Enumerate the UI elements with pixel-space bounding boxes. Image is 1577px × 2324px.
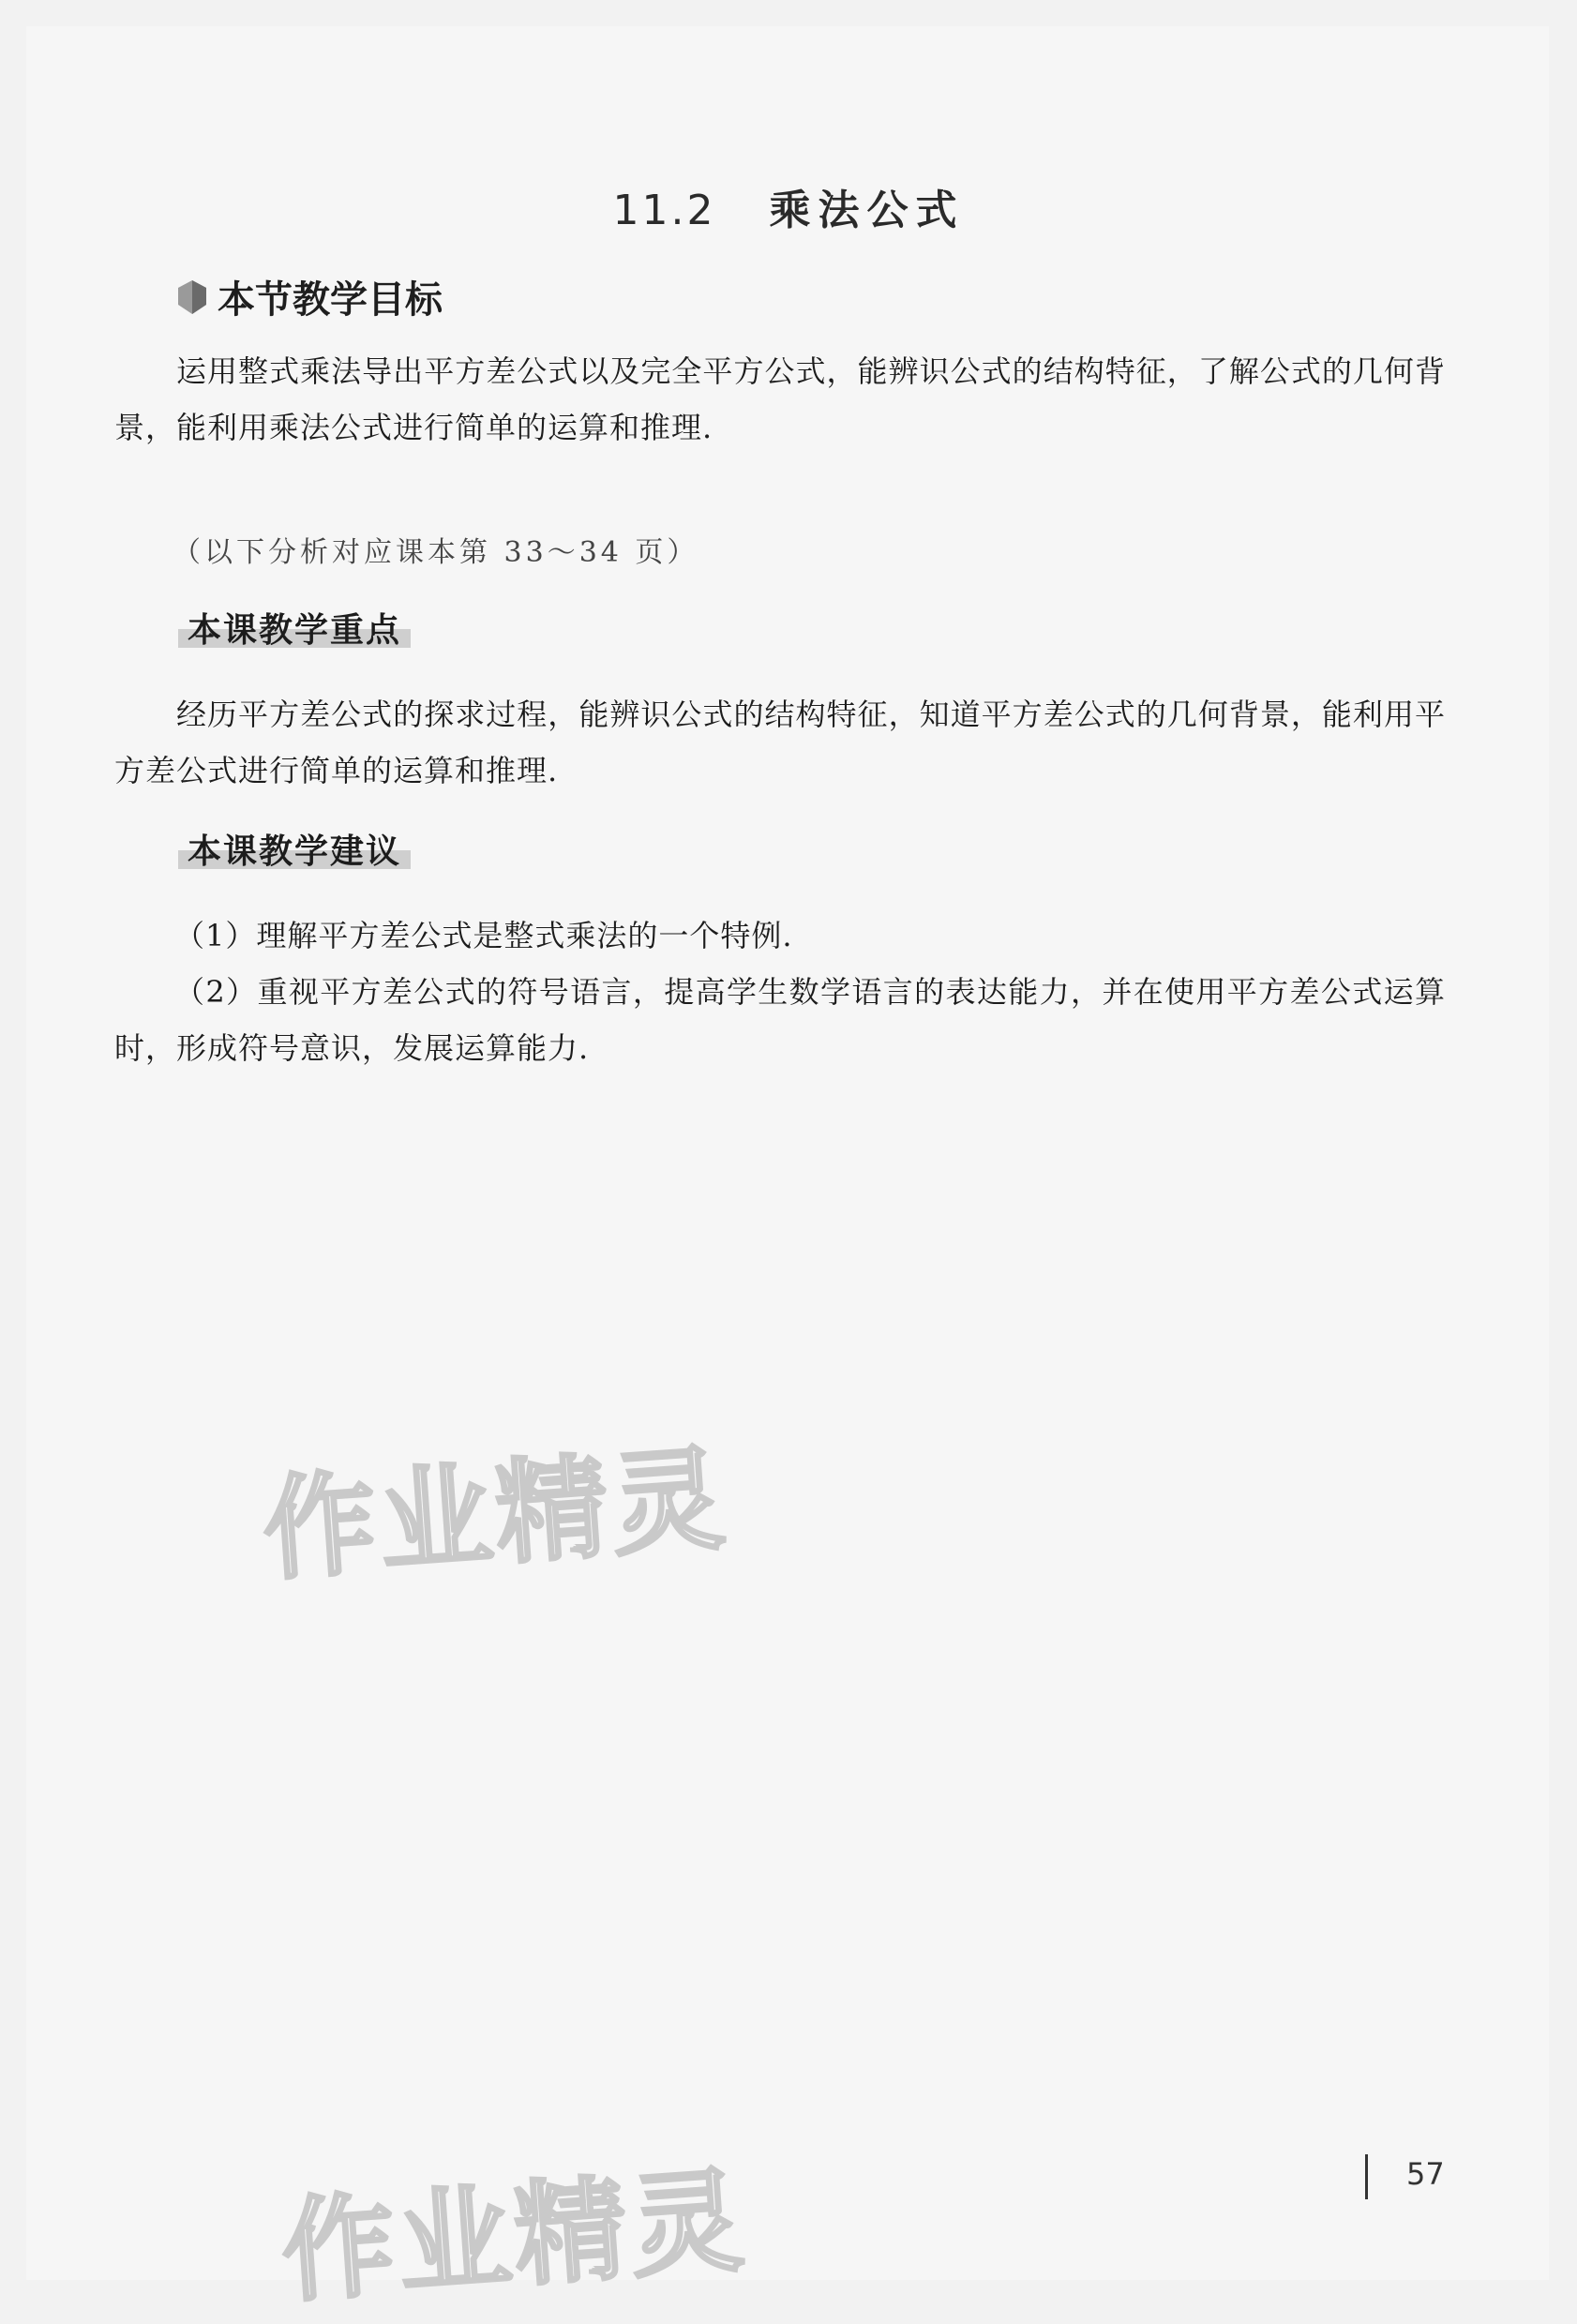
section-heading [176, 270, 443, 323]
gray-shield-icon [176, 278, 208, 316]
objective-paragraph: 运用整式乘法导出平方差公式以及完全平方公式，能辨识公式的结构特征，了解公式的几何背景，能利用乘法公式进行简单的运算和推理. [114, 353, 1446, 445]
page-number: 57 [1406, 2156, 1445, 2192]
chapter-number: 11.2 [612, 187, 716, 234]
watermark-logo: 作业精灵 [259, 1433, 732, 1597]
suggestion-item: （2）重视平方差公式的符号语言，提高学生数学语言的表达能力，并在使用平方差公式运算时，形成符号意识，发展运算能力. [114, 974, 1446, 1066]
suggestions-heading: 本课教学建议 [178, 823, 411, 873]
section-heading-text: 本节教学目标 [218, 278, 443, 322]
focus-heading: 本课教学重点 [178, 602, 411, 652]
chapter-title [0, 176, 1577, 236]
textbook-page-reference: （以下分析对应课本第 33～34 页） [173, 536, 699, 569]
watermark-logo: 作业精灵 [278, 2155, 751, 2319]
chapter-name: 乘法公式 [769, 187, 965, 234]
suggestion-item: （1）理解平方差公式是整式乘法的一个特例. [174, 918, 793, 953]
page-number-divider [1365, 2154, 1368, 2199]
focus-paragraph: 经历平方差公式的探求过程，能辨识公式的结构特征，知道平方差公式的几何背景，能利用平方差公式进行简单的运算和推理. [114, 697, 1446, 788]
